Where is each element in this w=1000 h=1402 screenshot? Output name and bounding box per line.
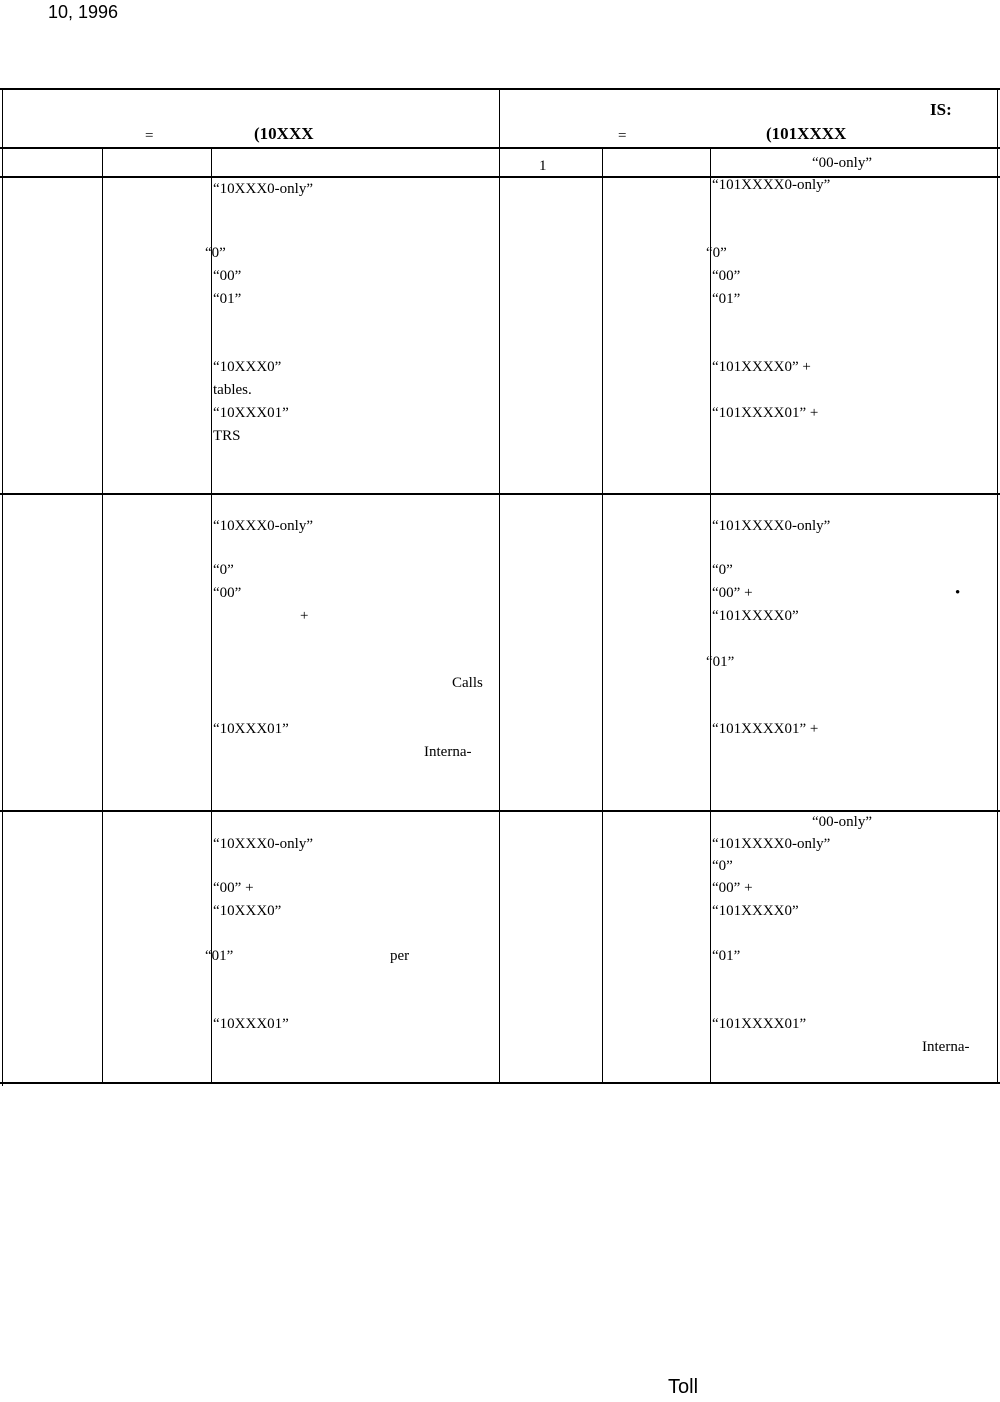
- s1-right-line: “101XXXX0” +: [712, 359, 811, 375]
- s3-right-line: “01”: [712, 948, 741, 964]
- s1-left-line: “0”: [205, 245, 226, 261]
- subheader-bottom-rule: [0, 176, 1000, 178]
- s3-left-line: “01”: [205, 948, 234, 964]
- table-top-border: [0, 88, 1000, 90]
- header-bottom-rule: [0, 147, 1000, 149]
- s1-right-line: “101XXXX0-only”: [712, 177, 831, 193]
- s3-right-line: “0”: [712, 858, 733, 874]
- s1-left-line: TRS: [213, 428, 241, 444]
- s3-right-line: “00-only”: [812, 814, 872, 830]
- s3-left-line: “00” +: [213, 880, 254, 896]
- s1-left-line: “00”: [213, 268, 242, 284]
- s2-left-line: “10XXX0-only”: [213, 518, 313, 534]
- left-header-paren: (10XXX: [254, 124, 314, 143]
- s1-left-line: “01”: [213, 291, 242, 307]
- table-bottom-border: [0, 1082, 1000, 1084]
- s3-right-line: “101XXXX01”: [712, 1016, 807, 1032]
- s3-right-line: “101XXXX0”: [712, 903, 799, 919]
- table-right-border: [997, 88, 998, 1084]
- left-header-eq: =: [145, 128, 154, 144]
- right-header-is: IS:: [930, 100, 952, 119]
- s2-right-line: “101XXXX0-only”: [712, 518, 831, 534]
- s3-left-line: “10XXX0”: [213, 903, 282, 919]
- page-header-date: 10, 1996: [48, 2, 119, 22]
- s3-right-line: Interna-: [922, 1039, 970, 1055]
- s1-right-line: “00”: [712, 268, 741, 284]
- s1-right-line: “101XXXX01” +: [712, 405, 819, 421]
- s2-left-line: “0”: [213, 562, 234, 578]
- s3-left-line: per: [390, 948, 410, 964]
- s3-right-line: “101XXXX0-only”: [712, 836, 831, 852]
- table-left-border: [2, 88, 3, 1086]
- s2-right-line: “00” +: [712, 585, 753, 601]
- s1-right-line: “00-only”: [812, 155, 872, 171]
- section1-bottom-rule: [0, 493, 1000, 495]
- dialing-plan-table: [0, 88, 1000, 1084]
- s2-left-line: Interna-: [424, 744, 472, 760]
- s1-left-line: “10XXX01”: [213, 405, 289, 421]
- s1-right-line: “0”: [706, 245, 727, 261]
- s2-left-line: “00”: [213, 585, 242, 601]
- s2-right-line: “101XXXX01” +: [712, 721, 819, 737]
- center-divider: [499, 88, 500, 1084]
- s2-right-line: “101XXXX0”: [712, 608, 799, 624]
- s2-right-line: •: [955, 585, 961, 601]
- s1-right-line: “01”: [712, 291, 741, 307]
- s1-left-line: “10XXX0-only”: [213, 181, 313, 197]
- s1-right-num: 1: [539, 158, 547, 174]
- right-col-divider-2: [710, 148, 711, 1084]
- s3-right-line: “00” +: [712, 880, 753, 896]
- right-header-eq: =: [618, 128, 627, 144]
- s2-right-line: “01”: [706, 654, 735, 670]
- page-footer-text: Toll: [668, 1376, 699, 1398]
- s3-left-line: “10XXX0-only”: [213, 836, 313, 852]
- s3-left-line: “10XXX01”: [213, 1016, 289, 1032]
- s2-left-line: “10XXX01”: [213, 721, 289, 737]
- s2-right-line: “0”: [712, 562, 733, 578]
- s2-left-line: Calls: [452, 675, 483, 691]
- right-col-divider-1: [602, 148, 603, 1084]
- s2-left-line: +: [300, 608, 309, 624]
- s1-left-line: “10XXX0”: [213, 359, 282, 375]
- s1-left-line: tables.: [213, 382, 252, 398]
- left-col-divider-2: [211, 148, 212, 1084]
- right-header-paren: (101XXXX: [766, 124, 847, 143]
- section2-bottom-rule: [0, 810, 1000, 812]
- left-col-divider-1: [102, 148, 103, 1084]
